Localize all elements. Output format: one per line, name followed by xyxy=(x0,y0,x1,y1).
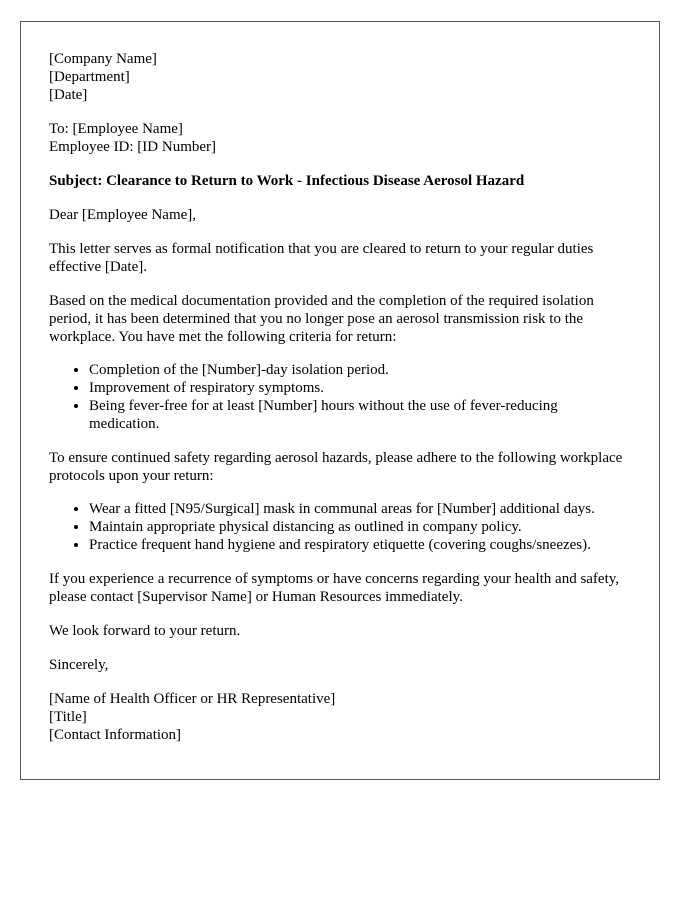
letter-header xyxy=(49,50,631,104)
list-item: • Improvement of respiratory symptoms. xyxy=(89,379,631,397)
department: [Department] xyxy=(49,69,130,85)
protocols-list xyxy=(49,500,631,554)
subject-line: Subject: Clearance to Return to Work - Infectious Disease Aerosol Hazard xyxy=(49,173,525,189)
signature-block xyxy=(49,690,631,744)
signatory-title: [Title] xyxy=(49,709,87,725)
recipient-block xyxy=(49,120,631,156)
criteria-intro-paragraph: Based on the medical documentation provided and the completion of the required isolation period, it has been determined that you no longer pose an aerosol transmission risk to the workplace. You have met the following criteria for return: xyxy=(49,293,594,345)
company-name: [Company Name] xyxy=(49,51,157,67)
salutation: Dear [Employee Name], xyxy=(49,207,197,223)
concerns-paragraph: If you experience a recurrence of symptoms or have concerns regarding your health and safety, please contact [Supervisor Name] or Human Resources immediately. xyxy=(49,571,620,605)
letter-date: [Date] xyxy=(49,87,88,103)
list-item: • Wear a fitted [N95/Surgical] mask in communal areas for [Number] additional days. xyxy=(89,500,631,518)
intro-paragraph: This letter serves as formal notification that you are cleared to return to your regular duties effective [Date]. xyxy=(49,241,594,275)
signatory-name: [Name of Health Officer or HR Representative] xyxy=(49,691,336,707)
list-item: • Practice frequent hand hygiene and respiratory etiquette (covering coughs/sneezes). xyxy=(89,536,631,554)
list-item: • Maintain appropriate physical distancing as outlined in company policy. xyxy=(89,518,631,536)
list-item: • Completion of the [Number]-day isolation period. xyxy=(89,361,631,379)
employee-id: Employee ID: [ID Number] xyxy=(49,139,217,155)
signatory-contact: [Contact Information] xyxy=(49,727,182,743)
signoff: Sincerely, xyxy=(49,657,109,673)
closing-line: We look forward to your return. xyxy=(49,623,241,639)
list-item: • Being fever-free for at least [Number] hours without the use of fever-reducing medication. xyxy=(89,397,631,433)
criteria-list xyxy=(49,361,631,433)
recipient-name: To: [Employee Name] xyxy=(49,121,183,137)
letter-page xyxy=(20,21,660,780)
protocols-intro-paragraph: To ensure continued safety regarding aerosol hazards, please adhere to the following workplace protocols upon your return: xyxy=(49,450,623,484)
